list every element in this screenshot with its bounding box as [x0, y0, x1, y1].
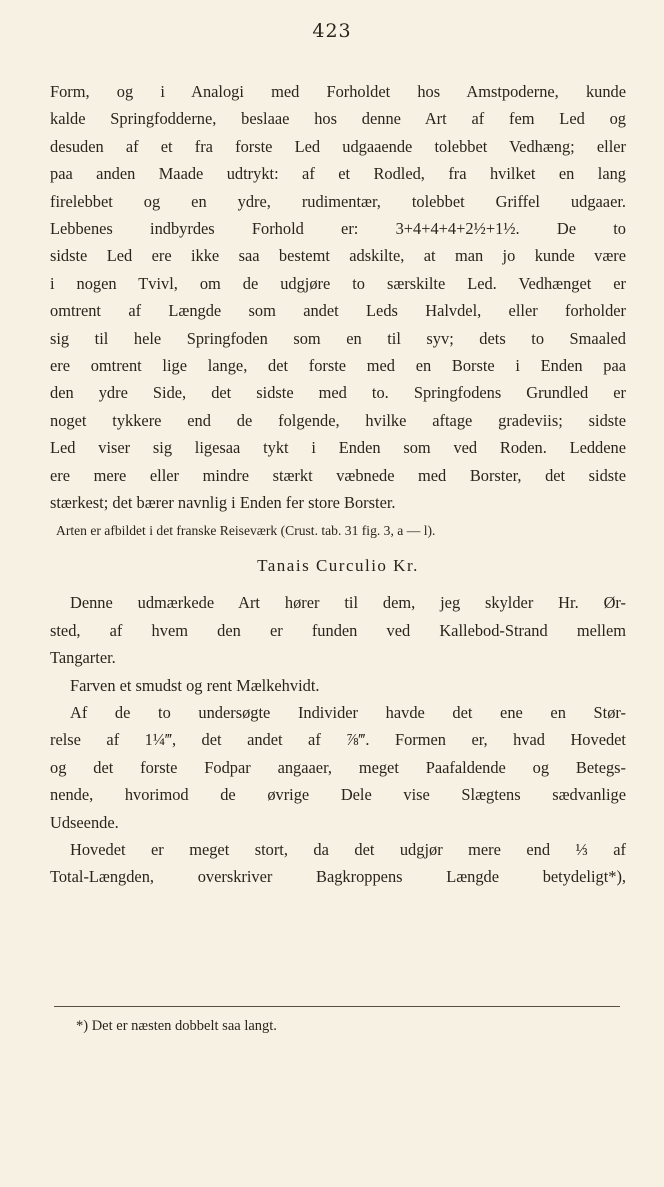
text-line: firelebbet og en ydre, rudimentær, tolebbet Griffel udgaaer. — [50, 191, 626, 211]
species-heading: Tanais Curculio Kr. — [257, 555, 419, 575]
paragraph — [50, 836, 626, 891]
text-line: Hovedet er meget stort, da det udgjør mere end ⅓ af — [70, 839, 626, 859]
paragraph — [50, 699, 626, 836]
text-line: Total-Længden, overskriver Bagkroppens Længde betydeligt*), — [50, 867, 626, 887]
reference-note: Arten er afbildet i det franske Reiseværk (Crust. tab. 31 fig. 3, a — l). — [56, 522, 436, 538]
text-line: sidste Led ere ikke saa bestemt adskilte, at man jo kunde være — [50, 246, 626, 266]
text-line: og det forste Fodpar angaaer, meget Paafaldende og Betegs- — [50, 757, 626, 777]
text-line: omtrent af Længde som andet Leds Halvdel, eller forholder — [50, 301, 626, 321]
text-line: Denne udmærkede Art hører til dem, jeg skylder Hr. Ør- — [70, 593, 626, 613]
text-line: Udseende. — [50, 812, 119, 832]
text-line: ere mere eller mindre stærkt væbnede med Borster, det sidste — [50, 465, 626, 485]
text-line: stærkest; det bærer navnlig i Enden fer store Borster. — [50, 493, 396, 513]
text-line: desuden af et fra forste Led udgaaende tolebbet Vedhæng; eller — [50, 136, 626, 156]
paragraph — [50, 78, 626, 544]
text-line: Af de to undersøgte Individer havde det ene en Stør- — [70, 702, 626, 722]
footnote-divider — [54, 1006, 620, 1007]
page-number: 423 — [312, 20, 352, 42]
text-line: i nogen Tvivl, om de udgjøre to særskilte Led. Vedhænget er — [50, 273, 626, 293]
text-line: Tangarter. — [50, 648, 116, 668]
text-line: Farven et smudst og rent Mælkehvidt. — [70, 675, 320, 695]
text-line: noget tykkere end de folgende, hvilke aftage gradeviis; sidste — [50, 410, 626, 430]
text-line: relse af 1¼‴, det andet af ⅞‴. Formen er, hvad Hovedet — [50, 730, 626, 750]
text-line: paa anden Maade udtrykt: af et Rodled, fra hvilket en lang — [50, 164, 626, 184]
text-line: sig til hele Springfoden som en til syv; dets to Smaaled — [50, 328, 626, 348]
text-line: kalde Springfodderne, beslaae hos denne Art af fem Led og — [50, 109, 626, 129]
paragraph — [50, 589, 626, 671]
text-line: ere omtrent lige lange, det forste med en Borste i Enden paa — [50, 356, 626, 376]
body-text — [50, 78, 626, 891]
footnote: *) Det er næsten dobbelt saa langt. — [76, 1018, 277, 1034]
text-line: nende, hvorimod de øvrige Dele vise Slægtens sædvanlige — [50, 785, 626, 805]
text-line: Form, og i Analogi med Forholdet hos Amstpoderne, kunde — [50, 82, 626, 101]
text-line: sted, af hvem den er funden ved Kallebod-Strand mellem — [50, 620, 626, 640]
paragraph — [50, 672, 626, 699]
text-line: den ydre Side, det sidste med to. Springfodens Grundled er — [50, 383, 626, 403]
text-line: Lebbenes indbyrdes Forhold er: 3+4+4+4+2½+1½. De to — [50, 219, 626, 239]
text-line: Led viser sig ligesaa tykt i Enden som ved Roden. Leddene — [50, 438, 626, 458]
